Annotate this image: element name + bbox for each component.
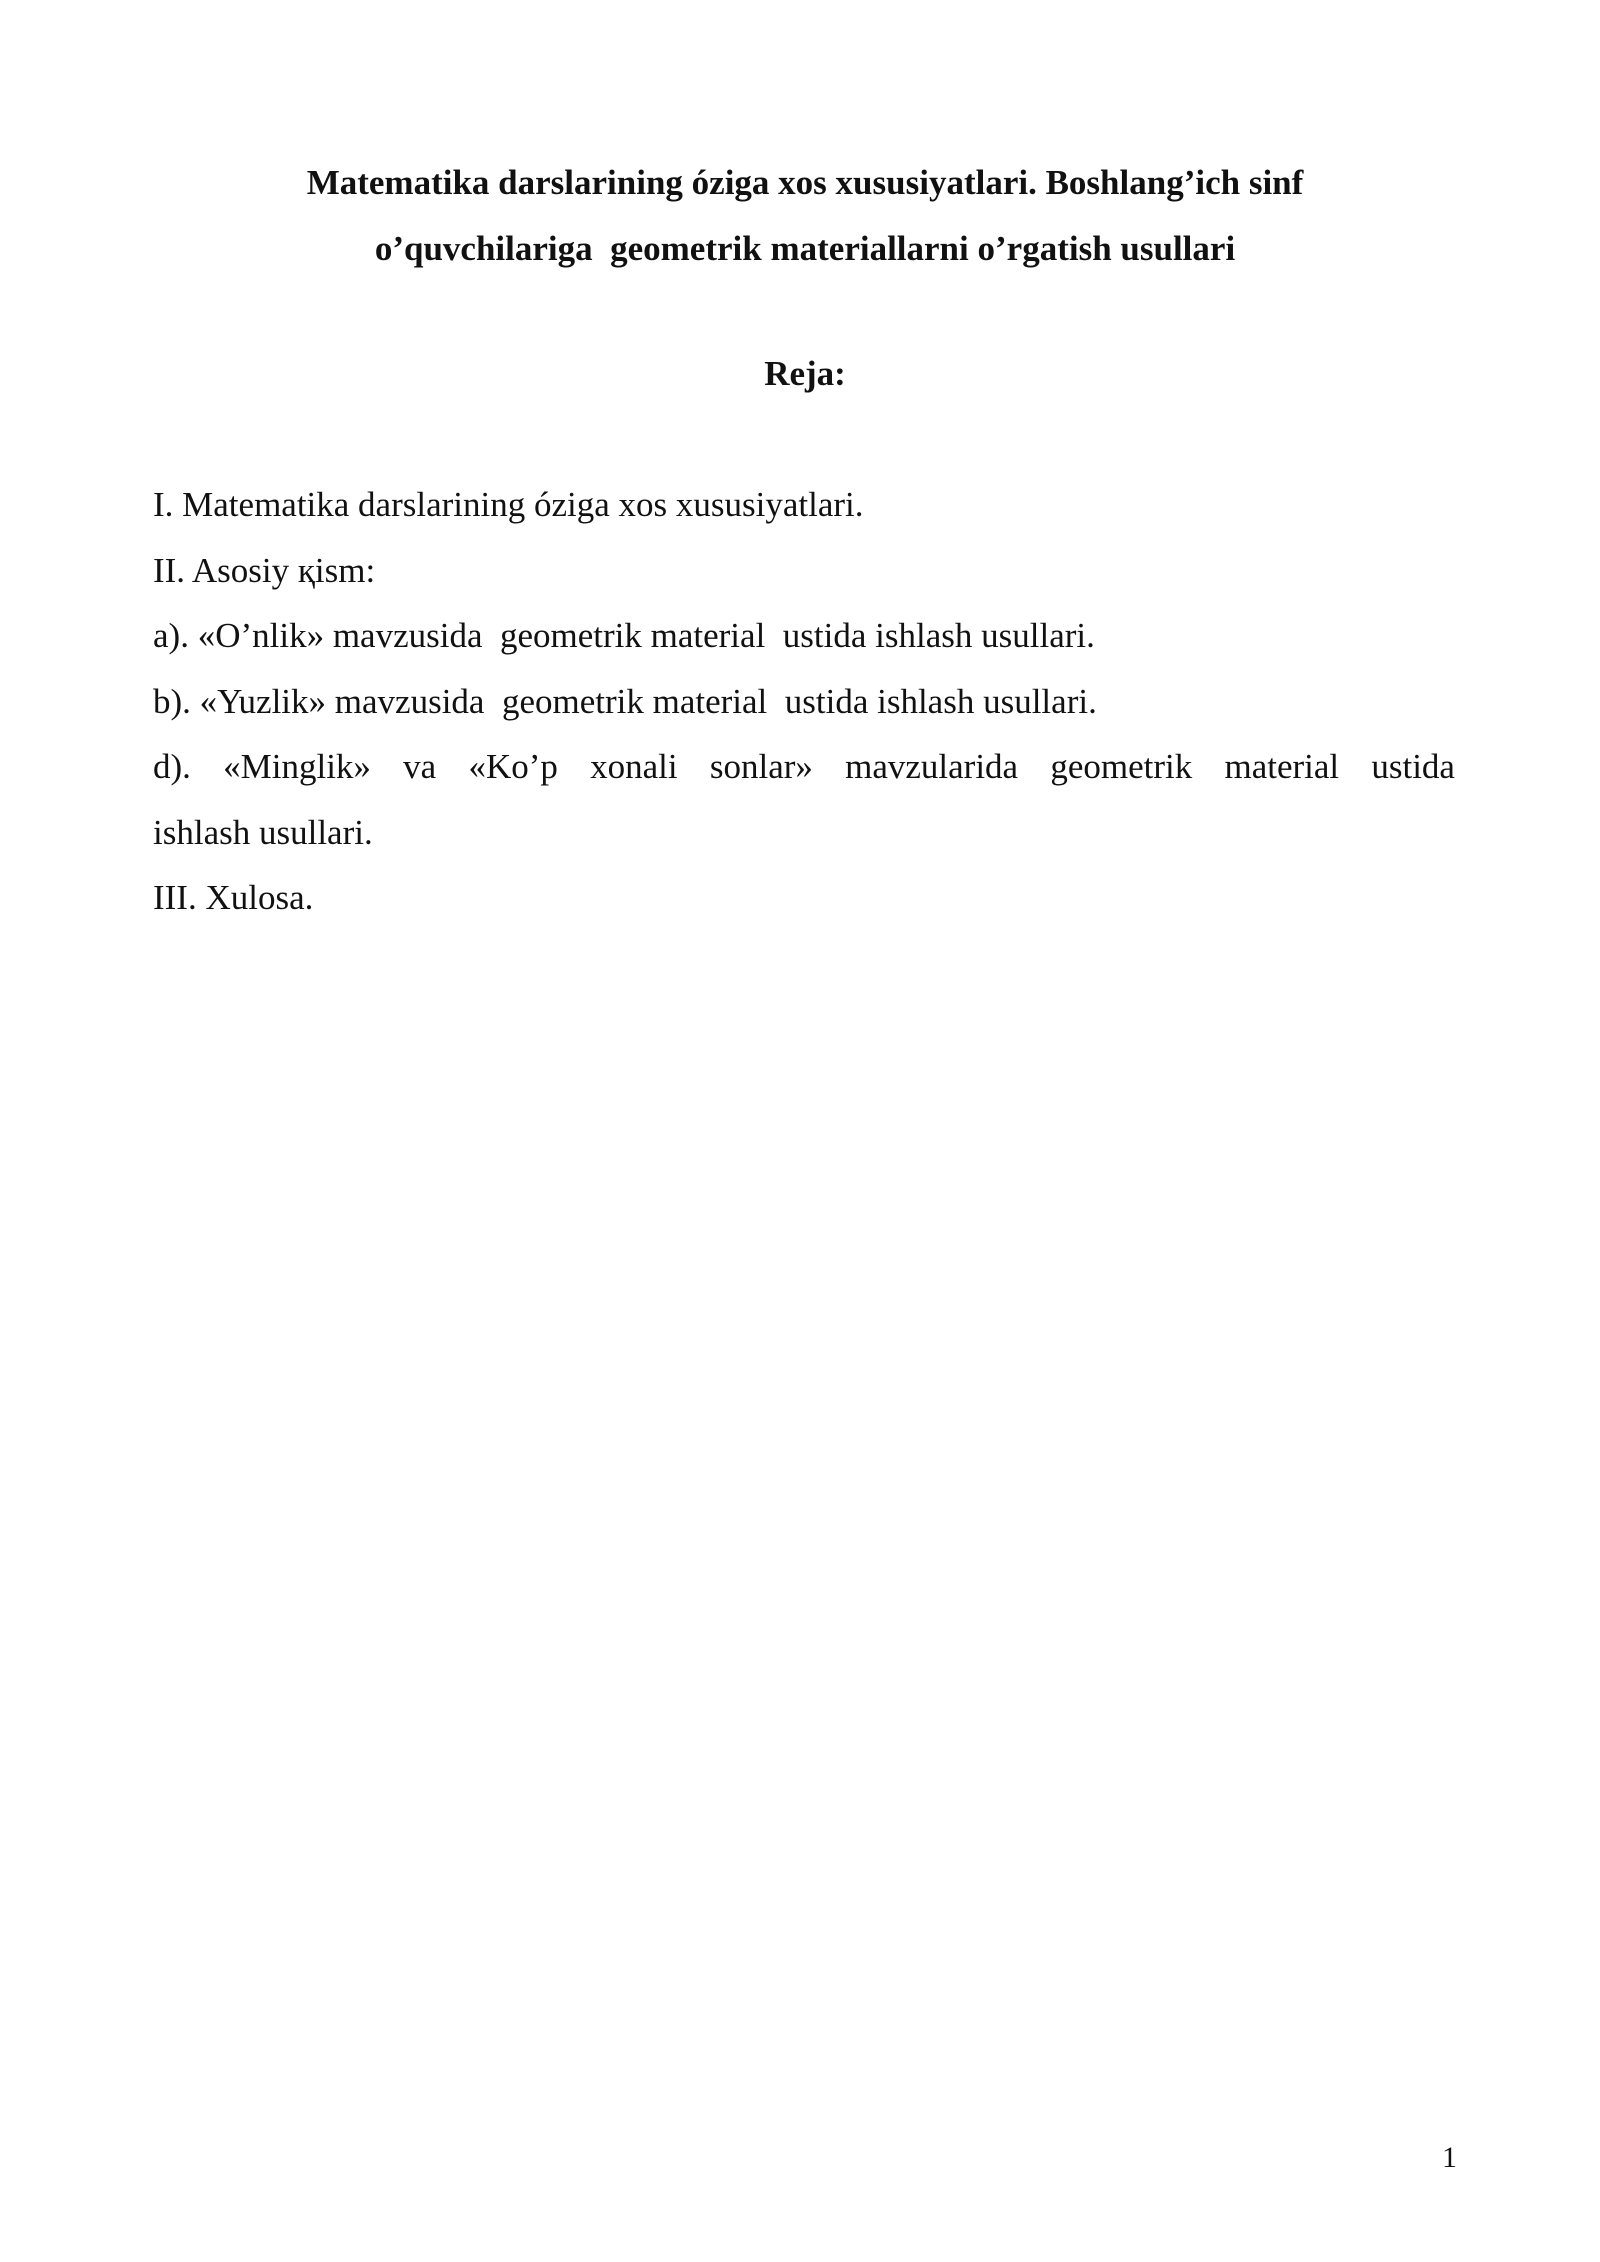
plan-item-2b: b). «Yuzlik» mavzusida geometrik material ustida ishlash usullari. [153,681,1097,721]
plan-item-3: III. Xulosa. [153,878,314,917]
page-number: 1 [1442,2141,1457,2174]
title-line-1: Matematika darslarining óziga xos xususiyatlari. Boshlang’ich sinf [306,163,1304,202]
plan-item-2d-word: sonlar» [709,747,813,786]
plan-item-2: II. Asosiy қism: [153,550,376,590]
plan-item-2d [153,734,1455,800]
plan-item-2d-word: d). [153,747,191,786]
plan-item-2d-word: material [1224,747,1340,786]
title-line-2: o’quvchilariga geometrik materiallarni o’rgatish usullari [374,229,1236,268]
plan-item-2d-word: «Ko’p [468,747,558,786]
plan-heading: Reja: [764,354,846,393]
plan-item-2d-word: xonali [590,747,678,786]
plan-item-2d-word: «Minglik» [223,747,371,786]
plan-list [153,472,1455,931]
plan-item-1: I. Matematika darslarining óziga xos xususiyatlari. [153,485,864,524]
document-title [150,150,1460,282]
plan-item-2d-word: ustida [1371,747,1455,786]
plan-item-2d-continued: ishlash usullari. [153,812,373,852]
plan-item-2d-word: geometrik [1050,747,1193,786]
plan-item-2d-word: va [403,747,437,786]
plan-item-2a: a). «O’nlik» mavzusida geometrik material ustida ishlash usullari. [153,616,1095,655]
plan-item-2d-word: mavzularida [845,747,1019,786]
